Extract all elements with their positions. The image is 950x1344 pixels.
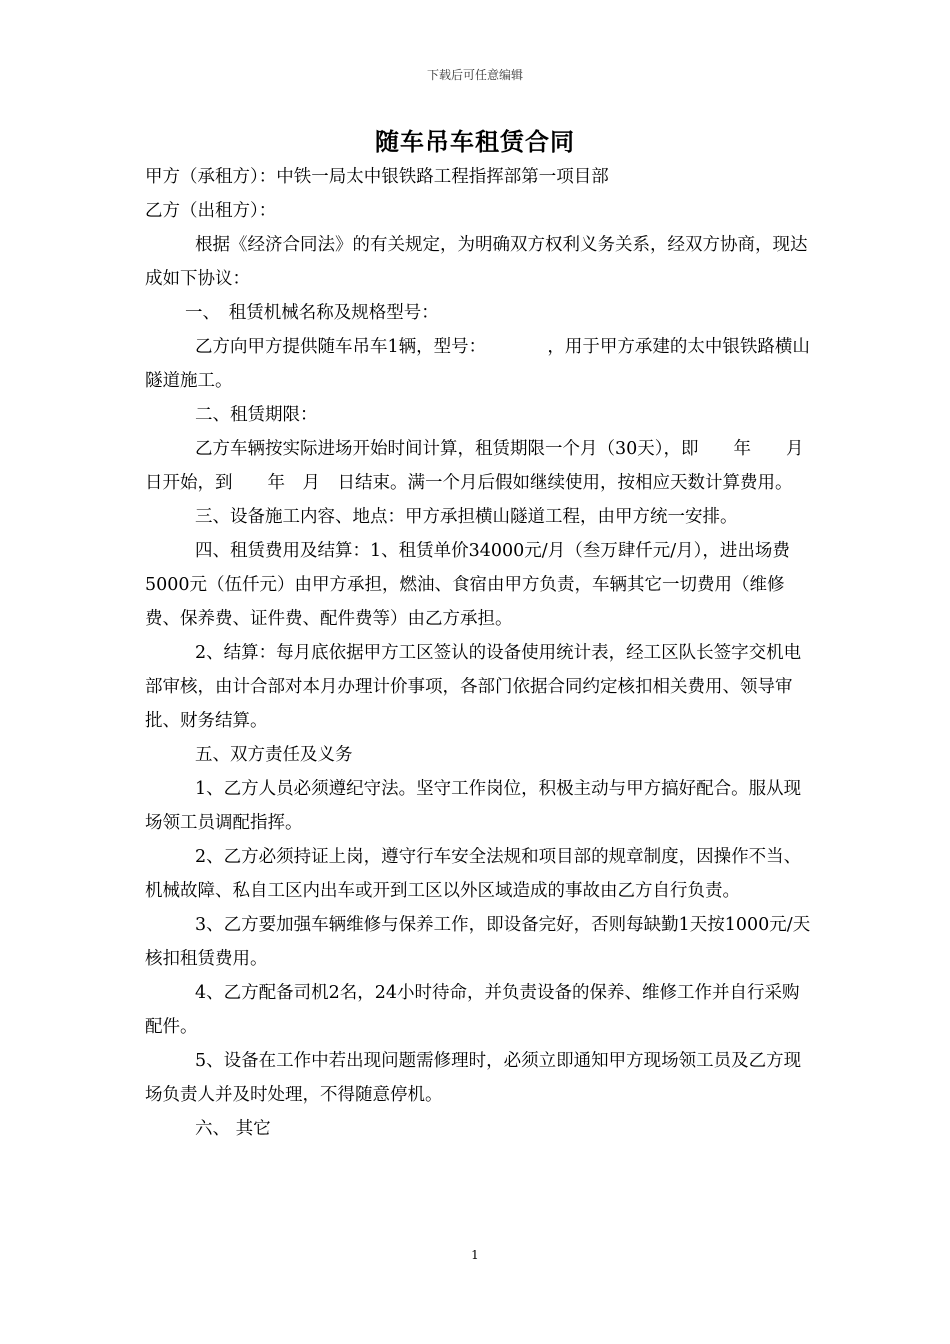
section-4-settlement: 2、结算：每月底依据甲方工区签认的设备使用统计表，经工区队长签字交机电部审核，由计合部对本月办理计价事项，各部门依据合同约定核扣相关费用、领导审批、财务结算。	[145, 643, 802, 731]
section-3-paragraph: 三、设备施工内容、地点：甲方承担横山隧道工程，由甲方统一安排。	[195, 507, 738, 527]
party-a-line: 甲方（承租方）：中铁一局太中银铁路工程指挥部第一项目部	[145, 167, 609, 187]
section-2-heading: 二、租赁期限：	[195, 405, 318, 425]
section-5-item-3: 3、乙方要加强车辆维修与保养工作，即设备完好，否则每缺勤1天按1000元/天核扣租赁费用。	[145, 915, 811, 969]
section-2-body: 乙方车辆按实际进场开始时间计算，租赁期限一个月（30天），即 年 月 日开始，到 年 月 日结束。满一个月后假如继续使用，按相应天数计算费用。	[145, 439, 822, 493]
contract-body	[145, 160, 822, 1146]
intro-paragraph: 根据《经济合同法》的有关规定，为明确双方权利义务关系，经双方协商，现达成如下协议：	[145, 235, 808, 289]
section-4-paragraph: 四、租赁费用及结算：1、租赁单价34000元/月（叁万肆仟元/月），进出场费5000元（伍仟元）由甲方承担，燃油、食宿由甲方负责，车辆其它一切费用（维修费、保养费、证件费、配件费等）由乙方承担。	[145, 541, 790, 629]
document-title: 随车吊车租赁合同	[375, 127, 575, 156]
section-5-heading: 五、双方责任及义务	[195, 745, 353, 765]
section-5-item-5: 5、设备在工作中若出现问题需修理时，必须立即通知甲方现场领工员及乙方现场负责人并及时处理，不得随意停机。	[145, 1051, 802, 1105]
section-1-body: 乙方向甲方提供随车吊车1辆，型号： ，用于甲方承建的太中银铁路横山隧道施工。	[145, 337, 810, 391]
section-5-item-1: 1、乙方人员必须遵纪守法。坚守工作岗位，积极主动与甲方搞好配合。服从现场领工员调配指挥。	[145, 779, 802, 833]
header-note: 下载后可任意编辑	[426, 68, 523, 82]
section-6-heading: 六、 其它	[195, 1119, 271, 1139]
section-5-item-4: 4、乙方配备司机2名，24小时待命，并负责设备的保养、维修工作并自行采购配件。	[145, 983, 800, 1037]
page-number: 1	[471, 1248, 479, 1262]
party-b-line: 乙方（出租方）：	[145, 201, 277, 221]
section-1-heading: 一、 租赁机械名称及规格型号：	[185, 303, 439, 323]
section-5-item-2: 2、乙方必须持证上岗，遵守行车安全法规和项目部的规章制度，因操作不当、机械故障、私自工区内出车或开到工区以外区域造成的事故由乙方自行负责。	[145, 847, 802, 901]
